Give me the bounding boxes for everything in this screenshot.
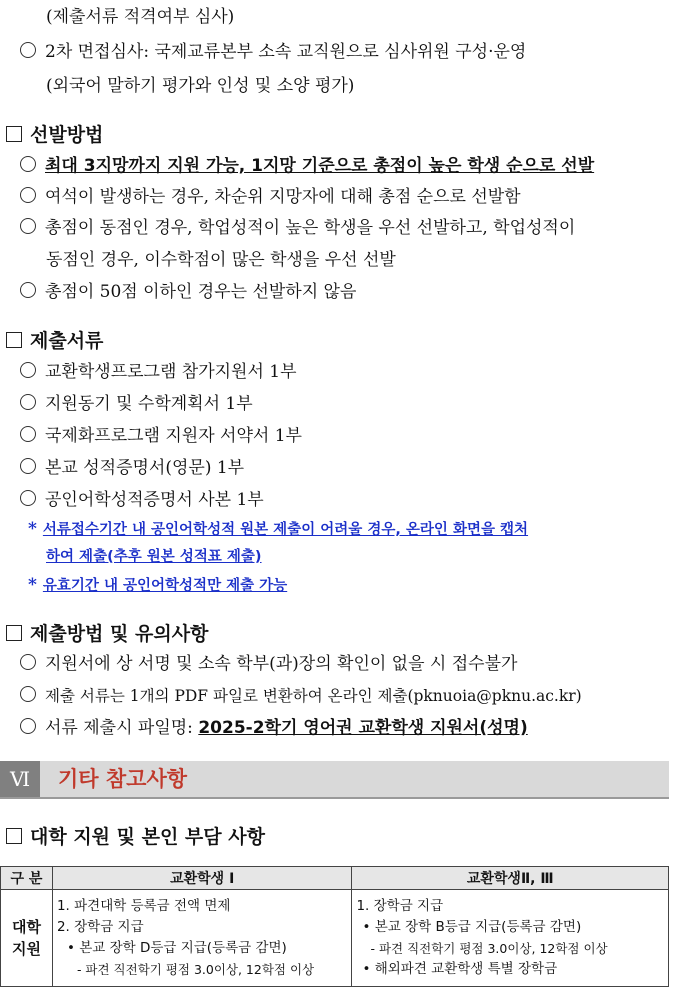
circle-bullet-icon (20, 686, 36, 702)
table-header-cell: 교환학생 Ⅰ (52, 867, 352, 890)
circle-bullet-icon (20, 490, 36, 506)
section-banner (0, 761, 669, 799)
document-item: 교환학생프로그램 참가지원서 1부 (20, 361, 297, 383)
section-number: Ⅵ (0, 761, 40, 797)
asterisk-icon: * (28, 519, 37, 539)
method-item: 지원서에 상 서명 및 소속 학부(과)장의 확인이 없을 시 접수불가 (20, 653, 517, 675)
checkbox-square-icon (6, 828, 22, 844)
method-item: 제출 서류는 1개의 PDF 파일로 변환하여 온라인 제출(pknuoia@pknu.ac.kr) (20, 685, 582, 707)
exchange-1-cell: 1. 파견대학 등록금 전액 면제 2. 장학금 지급 • 본교 장학 D등급 지급(등록금 감면) - 파견 직전학기 평점 3.0이상, 12학점 이상 (52, 890, 352, 987)
row-label: 대학 지원 (1, 890, 53, 987)
support-table (0, 866, 669, 987)
screening-note: (제출서류 적격여부 심사) (46, 7, 235, 27)
circle-bullet-icon (20, 156, 36, 172)
selection-item: 최대 3지망까지 지원 가능, 1지망 기준으로 총점이 높은 학생 순으로 선발 (20, 155, 594, 177)
selection-item-cont: 동점인 경우, 이수학점이 많은 학생을 우선 선발 (46, 250, 396, 270)
circle-bullet-icon (20, 394, 36, 410)
section-support-heading: 대학 지원 및 본인 부담 사항 (6, 822, 265, 849)
circle-bullet-icon (20, 654, 36, 670)
table-header-cell: 구 분 (1, 867, 53, 890)
document-note-cont: 하여 제출(추후 원본 성적표 제출) (46, 549, 262, 565)
document-item: 본교 성적증명서(영문) 1부 (20, 457, 244, 479)
document-note: * 유효기간 내 공인어학성적만 제출 가능 (28, 575, 288, 595)
circle-bullet-icon (20, 362, 36, 378)
section-method-heading: 제출방법 및 유의사항 (6, 619, 208, 646)
document-item: 지원동기 및 수학계획서 1부 (20, 393, 253, 415)
exchange-2-3-cell: 1. 장학금 지급 • 본교 장학 B등급 지급(등록금 감면) - 파견 직전학기 평점 3.0이상, 12학점 이상 • 해외파견 교환학생 특별 장학금 (352, 890, 669, 987)
table-row (1, 890, 669, 987)
asterisk-icon: * (28, 575, 37, 595)
checkbox-square-icon (6, 126, 22, 142)
selection-item: 총점이 50점 이하인 경우는 선발하지 않음 (20, 281, 356, 303)
selection-item: 총점이 동점인 경우, 학업성적이 높은 학생을 우선 선발하고, 학업성적이 (20, 217, 575, 239)
filename-format: 2025-2학기 영어권 교환학생 지원서(성명) (198, 718, 528, 738)
interview-line: 2차 면접심사: 국제교류본부 소속 교직원으로 심사위원 구성·운영 (20, 41, 526, 63)
table-header-row (1, 867, 669, 890)
circle-bullet-icon (20, 187, 36, 203)
circle-bullet-icon (20, 718, 36, 734)
circle-bullet-icon (20, 42, 36, 58)
circle-bullet-icon (20, 282, 36, 298)
section-title: 기타 참고사항 (58, 767, 188, 791)
interview-note: (외국어 말하기 평가와 인성 및 소양 평가) (46, 76, 355, 96)
selection-item: 여석이 발생하는 경우, 차순위 지망자에 대해 총점 순으로 선발함 (20, 186, 521, 208)
document-item: 공인어학성적증명서 사본 1부 (20, 489, 264, 511)
circle-bullet-icon (20, 426, 36, 442)
document-item: 국제화프로그램 지원자 서약서 1부 (20, 425, 302, 447)
circle-bullet-icon (20, 458, 36, 474)
circle-bullet-icon (20, 218, 36, 234)
document-note: * 서류접수기간 내 공인어학성적 원본 제출이 어려울 경우, 온라인 화면을 캡처 (28, 519, 529, 539)
checkbox-square-icon (6, 332, 22, 348)
section-selection-heading: 선발방법 (6, 120, 103, 147)
section-documents-heading: 제출서류 (6, 326, 103, 353)
table-header-cell: 교환학생Ⅱ, Ⅲ (352, 867, 669, 890)
method-item: 서류 제출시 파일명: 2025-2학기 영어권 교환학생 지원서(성명) (20, 717, 528, 739)
checkbox-square-icon (6, 625, 22, 641)
